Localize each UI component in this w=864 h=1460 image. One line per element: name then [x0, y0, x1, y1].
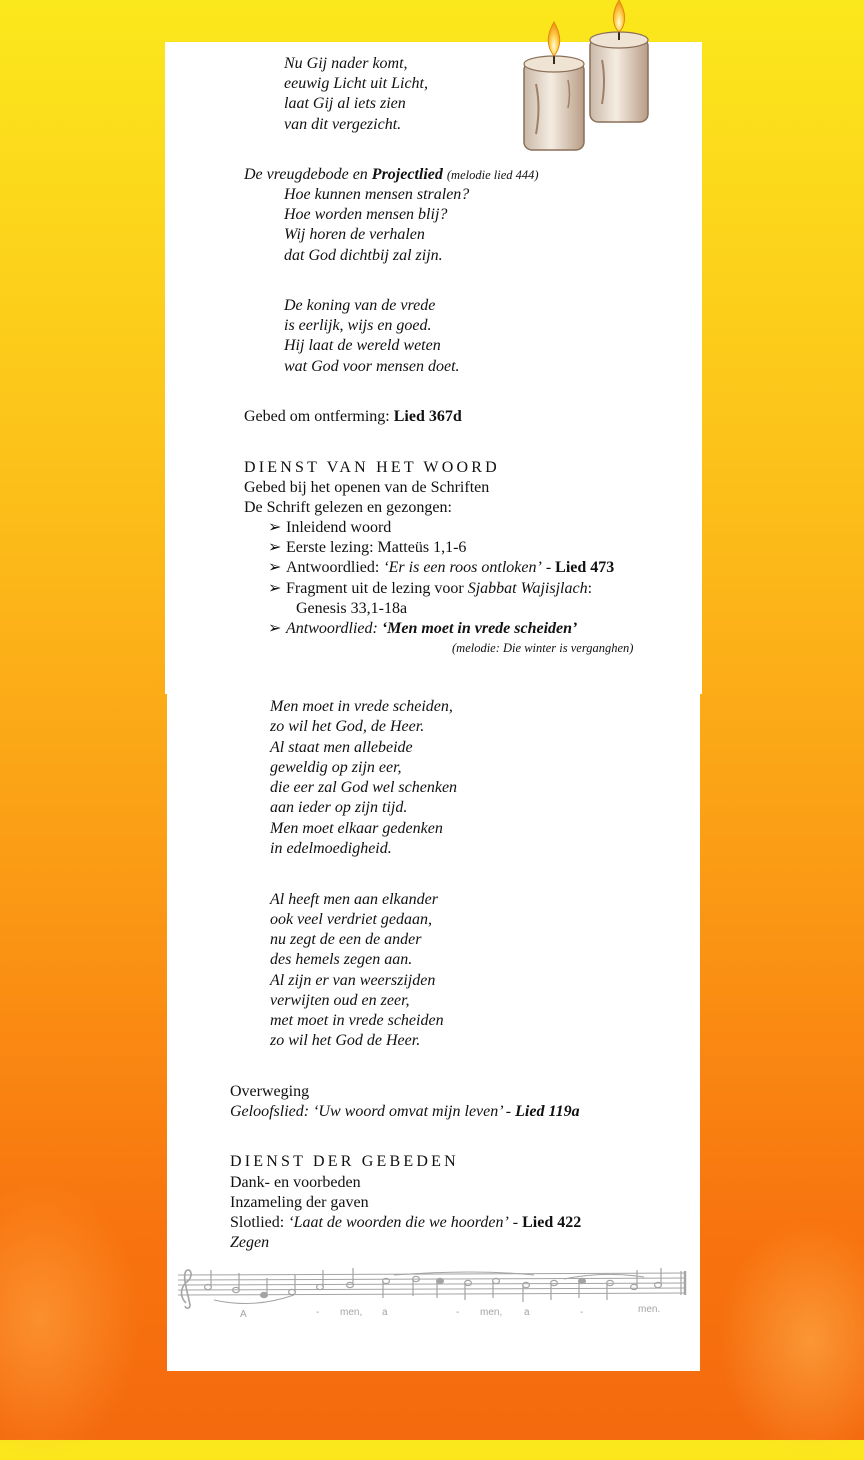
- stanza-line: Hoe worden mensen blij?: [284, 206, 448, 223]
- stanza-line: Al staat men allebeide: [270, 739, 413, 756]
- stanza-line: Hoe kunnen mensen stralen?: [284, 186, 470, 203]
- amen-music-staff: [174, 1265, 690, 1325]
- stanza-line: des hemels zegen aan.: [270, 951, 413, 968]
- lyric-syllable: -: [456, 1307, 460, 1318]
- projectlied-title: Projectlied: [371, 166, 443, 183]
- stanza-line: aan ieder op zijn tijd.: [270, 799, 408, 816]
- stanza-line: ook veel verdriet gedaan,: [270, 911, 433, 928]
- sjabbat-title: Sjabbat Wajisjlach: [467, 580, 588, 597]
- stanza-line: in edelmoedigheid.: [270, 840, 392, 857]
- lied-number: Lied 473: [555, 559, 615, 576]
- list-item-text: Eerste lezing: Matteüs 1,1-6: [286, 539, 467, 556]
- overweging: Overweging: [230, 1083, 310, 1100]
- lyric-syllable: -: [580, 1307, 584, 1318]
- amen-lyrics: [240, 1304, 660, 1320]
- vreugdebode-prefix: De vreugdebode en: [244, 166, 372, 183]
- gebed-label: Gebed om ontferming:: [244, 408, 394, 425]
- stanza-line: Men moet elkaar gedenken: [270, 820, 443, 837]
- gebed-lied: Lied 367d: [393, 408, 462, 425]
- colon: :: [587, 580, 593, 597]
- stanza-line: Wij horen de verhalen: [284, 226, 425, 243]
- stanza-line: Hij laat de wereld weten: [284, 337, 441, 354]
- list-item-text: Inleidend woord: [286, 519, 392, 536]
- genesis-ref: Genesis 33,1-18a: [296, 600, 408, 617]
- lyric-syllable: a: [524, 1307, 530, 1318]
- list-item: [268, 558, 614, 578]
- melody-note: (melodie lied 444): [446, 168, 539, 182]
- stanza-line: zo wil het God de Heer.: [270, 1032, 421, 1049]
- slotlied-line: [230, 1213, 581, 1233]
- stanza-line: met moet in vrede scheiden: [270, 1012, 444, 1029]
- inzameling-line: Inzameling der gaven: [230, 1194, 369, 1211]
- lyric-syllable: men.: [638, 1304, 661, 1315]
- list-item: [268, 579, 592, 599]
- stanza-line: van dit vergezicht.: [284, 116, 402, 133]
- voorbeden-line: Dank- en voorbeden: [230, 1174, 361, 1191]
- stanza-line: Nu Gij nader komt,: [284, 55, 408, 72]
- lied-number: Lied 119a: [515, 1103, 580, 1120]
- arrow-bullet-icon: ➢: [268, 559, 282, 576]
- stanza-line: De koning van de vrede: [284, 297, 436, 314]
- arrow-bullet-icon: ➢: [268, 519, 282, 536]
- zegen: Zegen: [230, 1234, 270, 1251]
- arrow-bullet-icon: ➢: [268, 620, 282, 637]
- slotlied-label: Slotlied:: [230, 1214, 289, 1231]
- stanza-line: Men moet in vrede scheiden,: [270, 698, 453, 715]
- lyric-syllable: a: [382, 1307, 388, 1318]
- lyric-syllable: A: [240, 1309, 247, 1320]
- lyric-syllable: men,: [480, 1307, 503, 1318]
- section-heading-gebeden: DIENST DER GEBEDEN: [230, 1153, 459, 1170]
- vreugdebode-line: [244, 165, 539, 185]
- candles-illustration: [516, 0, 664, 158]
- background-glow-right: [720, 1220, 864, 1460]
- stanza-line: Al zijn er van weerszijden: [270, 972, 436, 989]
- separator: -: [508, 1214, 523, 1231]
- stanza-line: Al heeft men aan elkander: [270, 891, 438, 908]
- stanza-line: geweldig op zijn eer,: [270, 759, 402, 776]
- gebed-line: [244, 407, 462, 427]
- geloofslied-text: Geloofslied: ‘Uw woord omvat mijn leven’ -: [230, 1103, 516, 1120]
- list-item: [268, 619, 577, 639]
- section-heading-woord: DIENST VAN HET WOORD: [244, 459, 500, 476]
- stanza-line: wat God voor mensen doet.: [284, 358, 460, 375]
- separator: -: [541, 559, 556, 576]
- geloofslied-line: [230, 1102, 580, 1122]
- list-item: [268, 518, 391, 538]
- stanza-line: die eer zal God wel schenken: [270, 779, 458, 796]
- stanza-line: nu zegt de een de ander: [270, 931, 422, 948]
- list-item: [268, 538, 466, 558]
- background-glow-left: [0, 1180, 140, 1460]
- song-title: ‘Er is een roos ontloken’: [383, 559, 542, 576]
- stanza-line: eeuwig Licht uit Licht,: [284, 75, 428, 92]
- lyric-syllable: men,: [340, 1307, 363, 1318]
- schriften-line: Gebed bij het openen van de Schriften: [244, 479, 490, 496]
- stanza-line: dat God dichtbij zal zijn.: [284, 247, 443, 264]
- song-title: ‘Laat de woorden die we hoorden’: [288, 1214, 509, 1231]
- stanza-line: verwijten oud en zeer,: [270, 992, 410, 1009]
- list-item-text: Fragment uit de lezing voor: [286, 580, 468, 597]
- list-item-text: Antwoordlied:: [286, 620, 382, 637]
- schrift-gelezen-line: De Schrift gelezen en gezongen:: [244, 499, 452, 516]
- stanza-line: is eerlijk, wijs en goed.: [284, 317, 432, 334]
- arrow-bullet-icon: ➢: [268, 580, 282, 597]
- song-title: ‘Men moet in vrede scheiden’: [381, 620, 578, 637]
- lyric-syllable: -: [316, 1307, 320, 1318]
- stanza-line: zo wil het God, de Heer.: [270, 718, 425, 735]
- lied-number: Lied 422: [522, 1214, 582, 1231]
- arrow-bullet-icon: ➢: [268, 539, 282, 556]
- list-item-text: Antwoordlied:: [286, 559, 384, 576]
- stanza-line: laat Gij al iets zien: [284, 95, 406, 112]
- melody-note: (melodie: Die winter is verganghen): [452, 641, 634, 655]
